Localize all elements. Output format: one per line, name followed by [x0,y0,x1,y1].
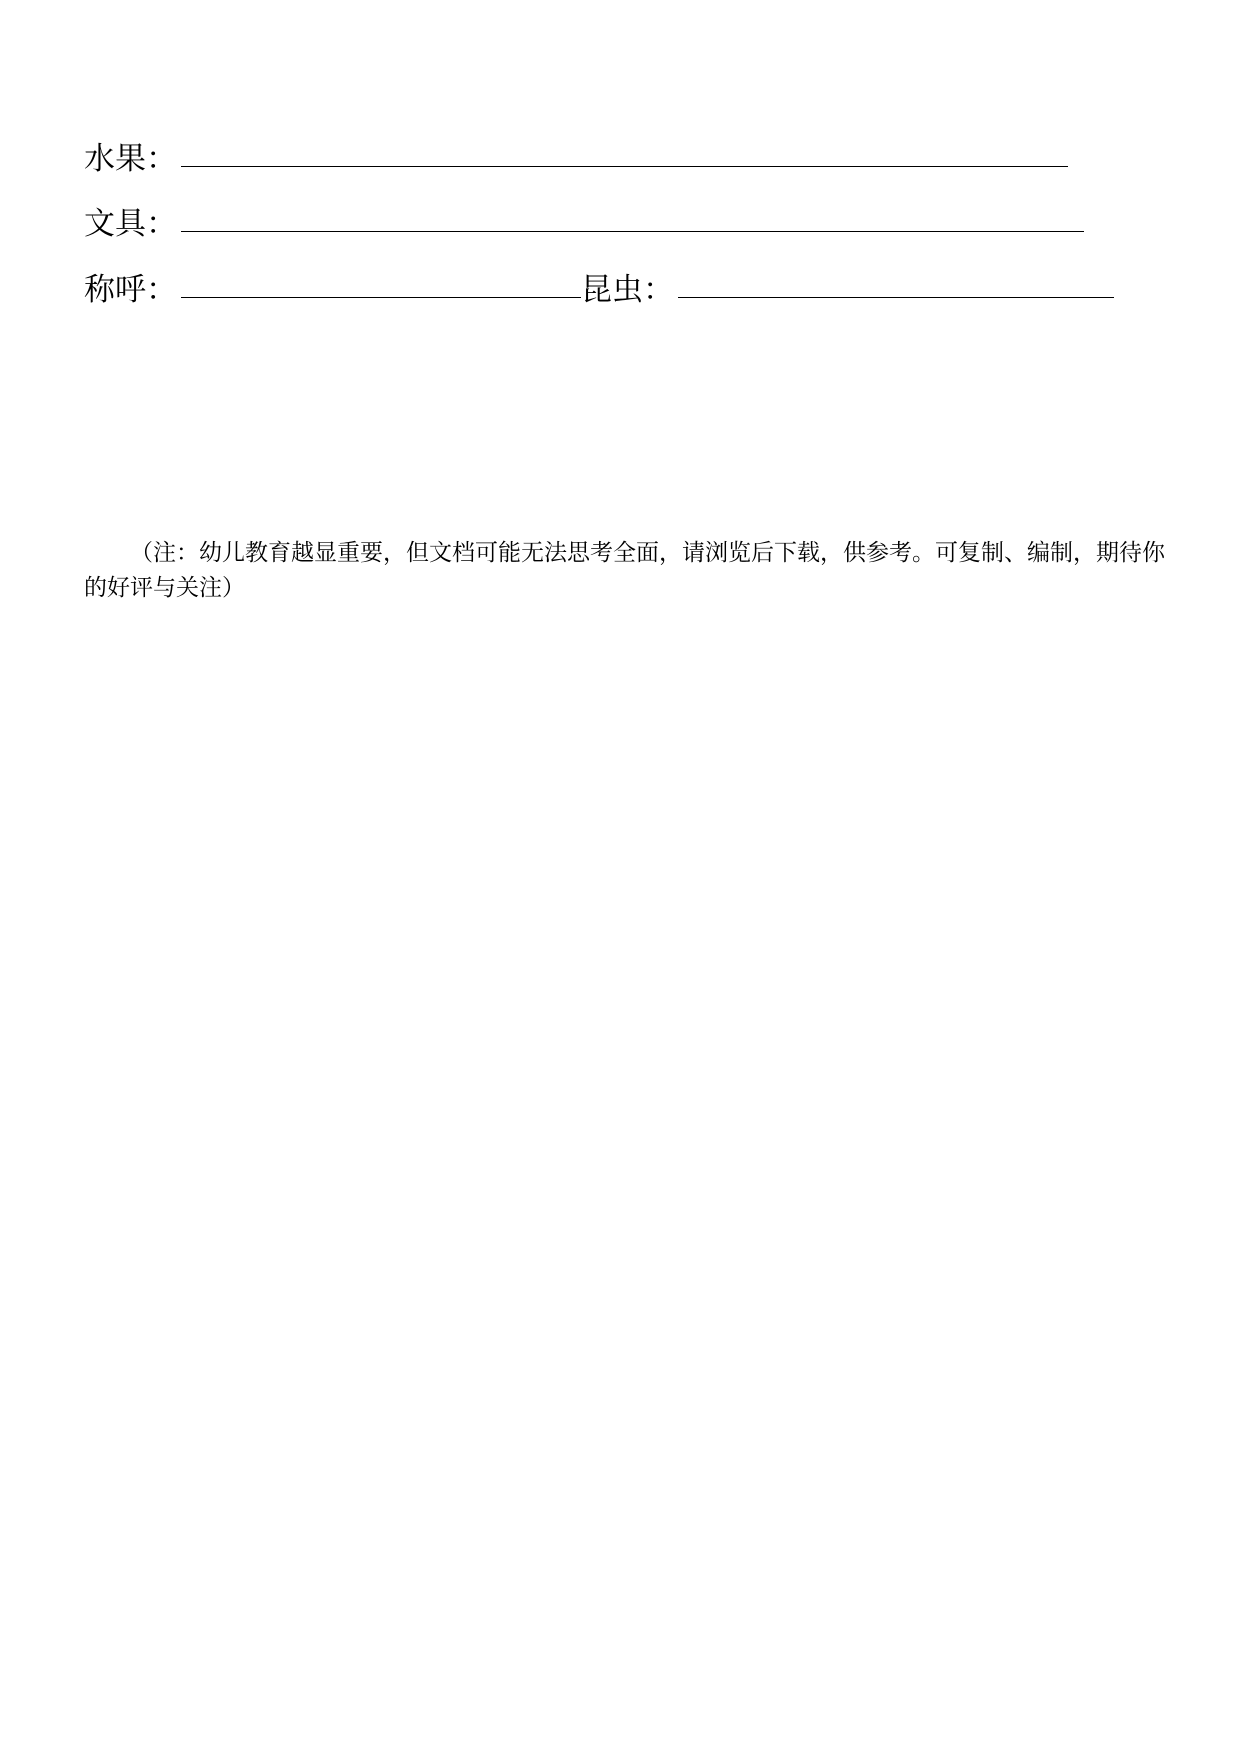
fruit-answer-blank [181,166,1068,167]
fruit-field-row [84,136,1068,176]
stationery-label: 文具： [84,206,177,242]
address-answer-blank [181,297,581,298]
address-label: 称呼： [84,272,177,308]
stationery-answer-blank [181,231,1084,232]
stationery-field-row [84,201,1084,241]
document-note: （注：幼儿教育越显重要，但文档可能无法思考全面，请浏览后下载，供参考。可复制、编制，期待你的好评与关注） [84,540,1165,601]
fruit-label: 水果： [84,141,177,177]
address-insect-field-row [84,267,1114,307]
insect-label: 昆虫： [581,272,674,308]
insect-answer-blank [678,297,1114,298]
